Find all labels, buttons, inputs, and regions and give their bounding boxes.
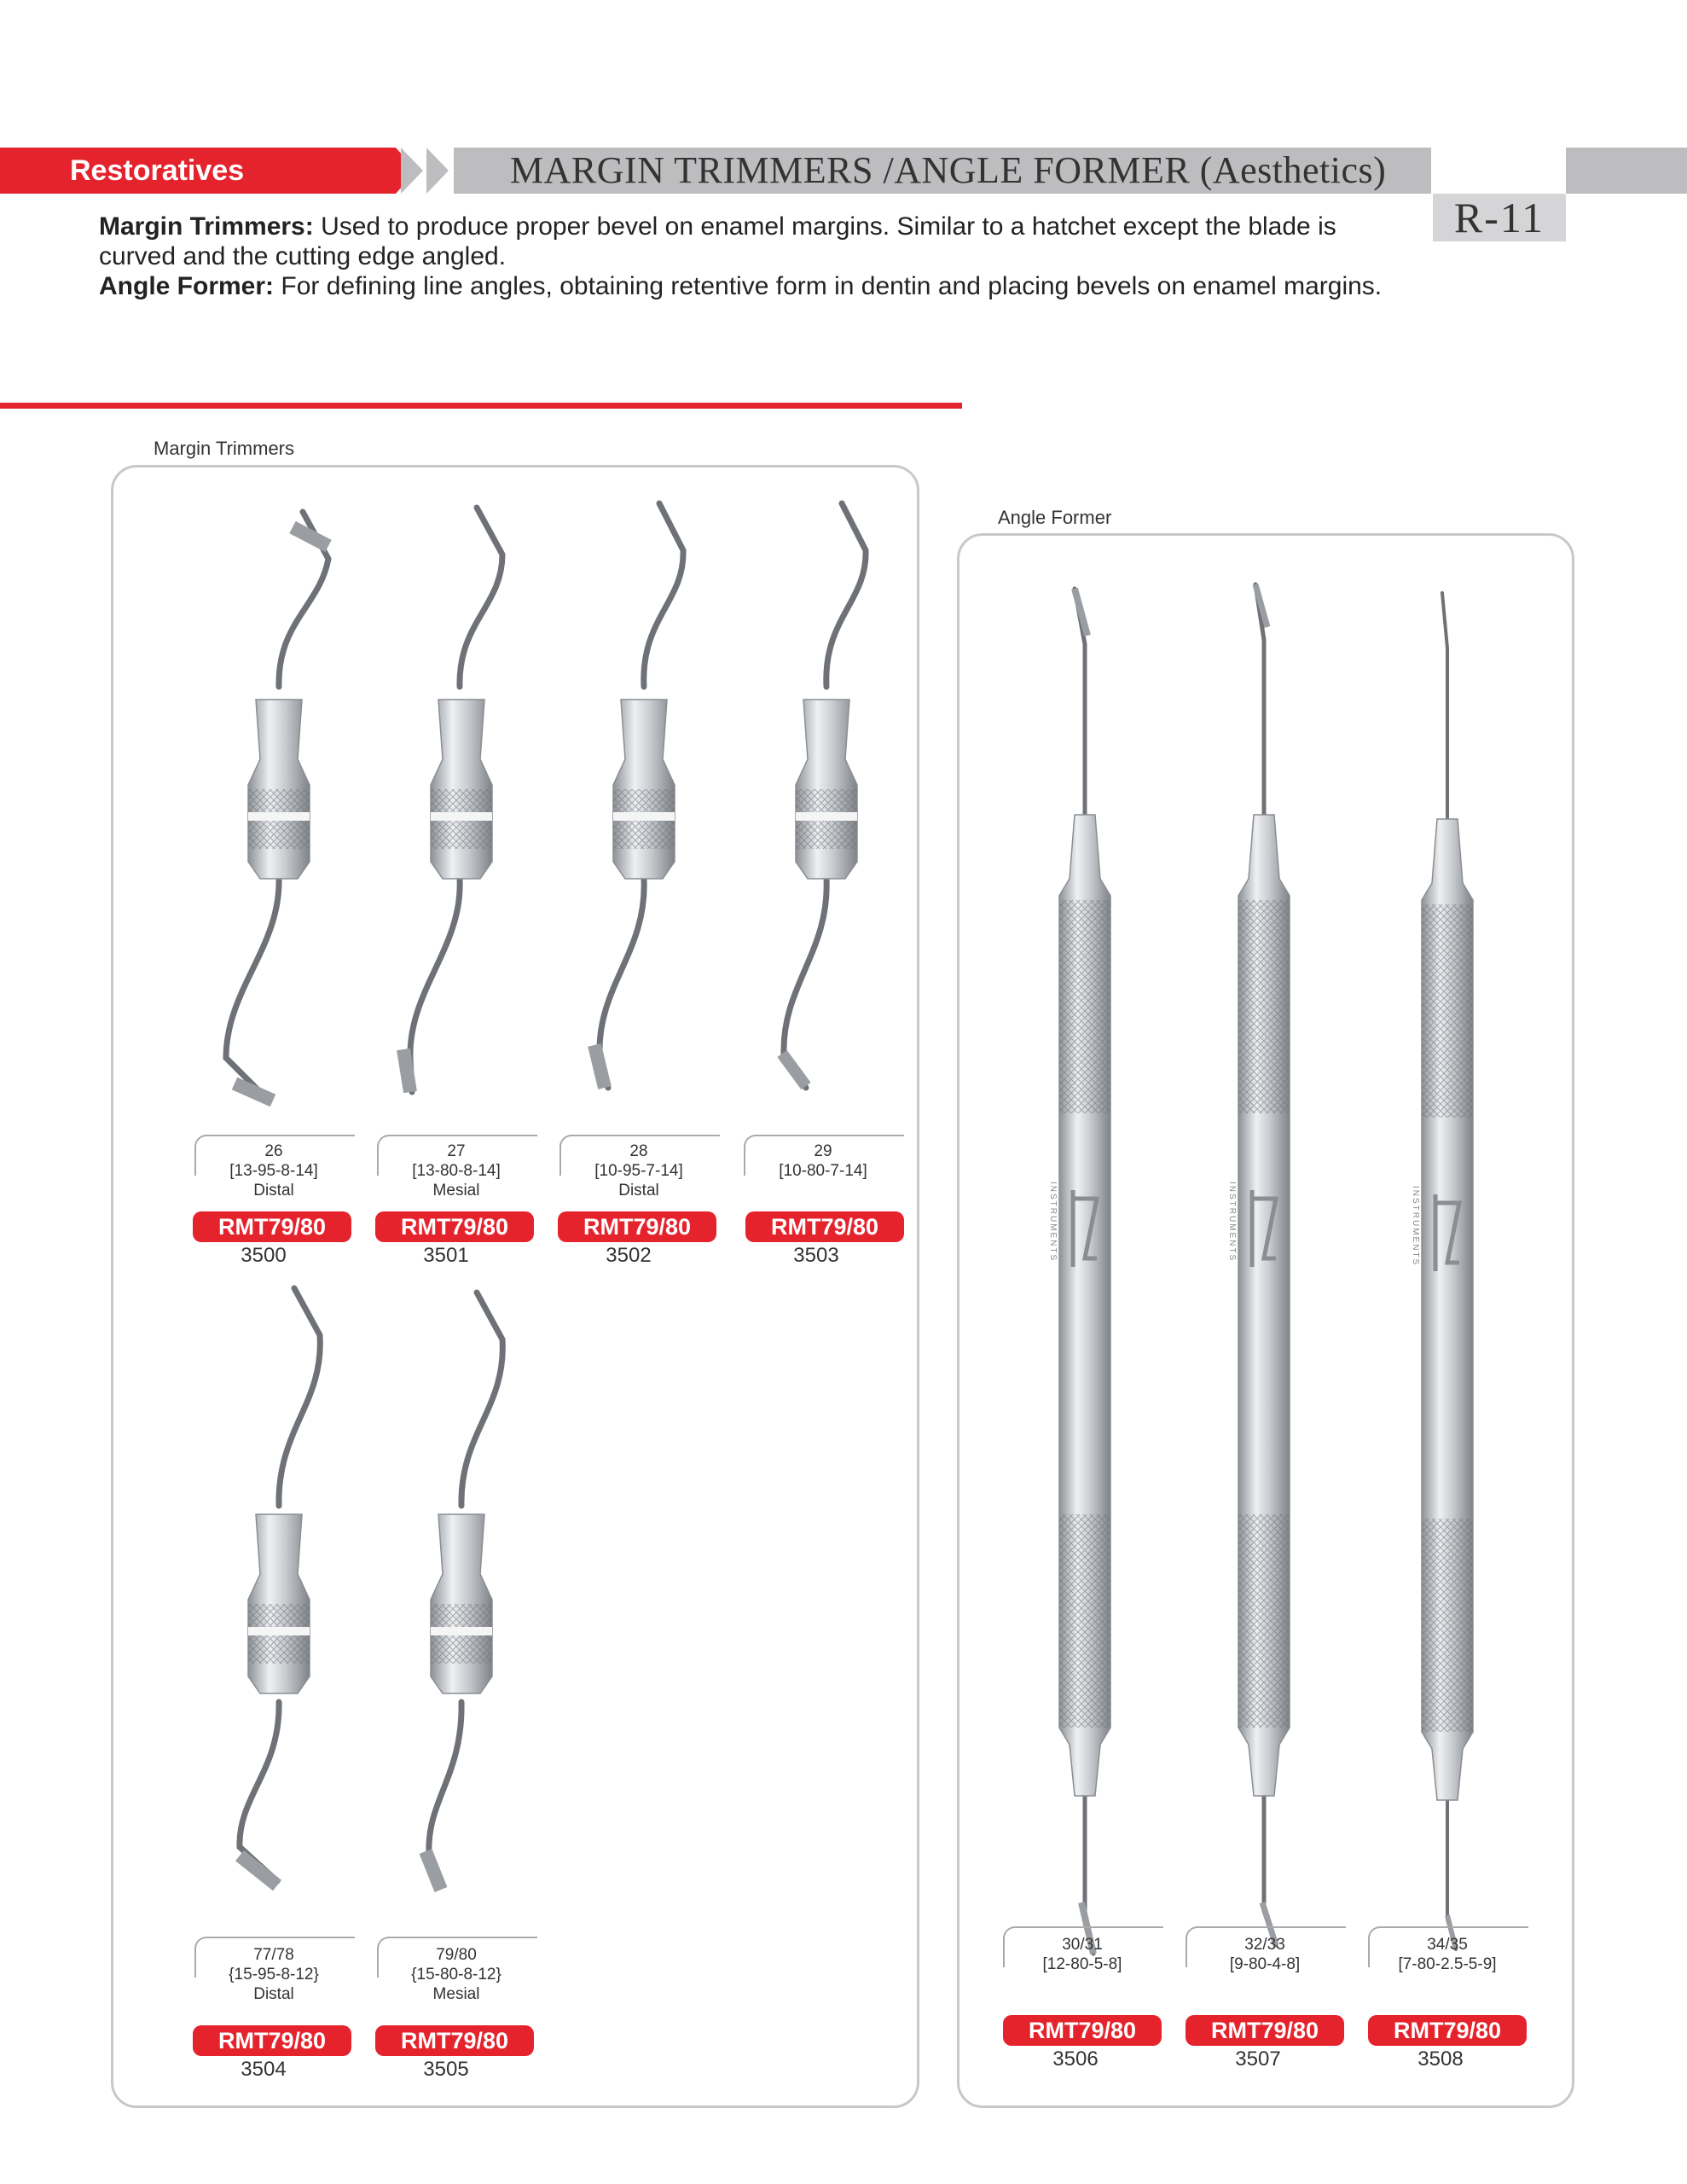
item-label: 28 [10-95-7-14] Distal (594, 1142, 683, 1199)
description (99, 212, 1412, 301)
brand-badge: RMT79/80 (1368, 2015, 1527, 2046)
brand-badge: RMT79/80 (558, 1211, 716, 1242)
brand-badge: RMT79/80 (1186, 2015, 1344, 2046)
brand-badge: RMT79/80 (1003, 2015, 1162, 2046)
title-bar-end (1566, 148, 1687, 194)
margin-trimmers-description (99, 212, 1412, 271)
angle-former-image (1041, 584, 1134, 1966)
margin-trimmer-image (391, 1288, 519, 1911)
item-label: 29 [10-80-7-14] (779, 1142, 867, 1180)
item-code: 3501 (423, 1244, 469, 1267)
brand-logo-text: INSTRUMENTS (1227, 1182, 1237, 1263)
chevron-icon (401, 148, 423, 194)
item-label: 77/78 {15-95-8-12} Distal (229, 1946, 319, 2003)
angle-former-title: Angle Former (998, 507, 1112, 528)
divider (0, 403, 962, 409)
item-code: 3507 (1235, 2048, 1281, 2071)
angle-former-image (1220, 580, 1313, 1962)
item-code: 3504 (241, 2058, 287, 2081)
item-label: 27 [13-80-8-14] Mesial (412, 1142, 501, 1199)
margin-trimmers-title: Margin Trimmers (154, 438, 295, 459)
angle-former-description (99, 271, 1412, 301)
chevron-icon (426, 148, 449, 194)
margin-trimmer-image (209, 503, 337, 1126)
margin-trimmer-image (391, 503, 519, 1126)
brand-logo-text: INSTRUMENTS (1048, 1182, 1058, 1263)
margin-trimmer-image (574, 499, 702, 1122)
brand-logo-text: INSTRUMENTS (1411, 1186, 1420, 1267)
margin-trimmer-image (757, 499, 884, 1122)
item-label: 26 [13-95-8-14] Distal (229, 1142, 318, 1199)
item-code: 3503 (793, 1244, 839, 1267)
mt-label: Margin Trimmers: (99, 212, 314, 241)
page-code: R-11 (1433, 194, 1566, 241)
page-title: MARGIN TRIMMERS /ANGLE FORMER (Aesthetics) (510, 149, 1387, 191)
af-label: Angle Former: (99, 272, 275, 300)
brand-badge: RMT79/80 (375, 2025, 534, 2056)
brand-badge: RMT79/80 (193, 1211, 351, 1242)
item-code: 3500 (241, 1244, 287, 1267)
mt-text: Used to produce proper bevel on enamel margins. Similar to a hatchet except the blade is curved and the cutting edge angled. (99, 212, 1336, 270)
item-code: 3502 (606, 1244, 652, 1267)
brand-badge: RMT79/80 (745, 1211, 904, 1242)
item-label: 32/33 [9-80-4-8] (1229, 1936, 1301, 1973)
item-code: 3505 (423, 2058, 469, 2081)
section-label: Restoratives (70, 154, 245, 187)
af-text: For defining line angles, obtaining retentive form in dentin and placing bevels on enamel margins. (274, 272, 1383, 300)
brand-badge: RMT79/80 (193, 2025, 351, 2056)
item-code: 3506 (1052, 2048, 1099, 2071)
item-label: 79/80 {15-80-8-12} Mesial (411, 1946, 501, 2003)
margin-trimmer-image (209, 1284, 337, 1907)
angle-former-image (1403, 589, 1497, 1971)
item-label: 34/35 [7-80-2.5-5-9] (1398, 1936, 1497, 1973)
item-label: 30/31 [12-80-5-8] (1042, 1936, 1122, 1973)
item-code: 3508 (1417, 2048, 1464, 2071)
brand-badge: RMT79/80 (375, 1211, 534, 1242)
